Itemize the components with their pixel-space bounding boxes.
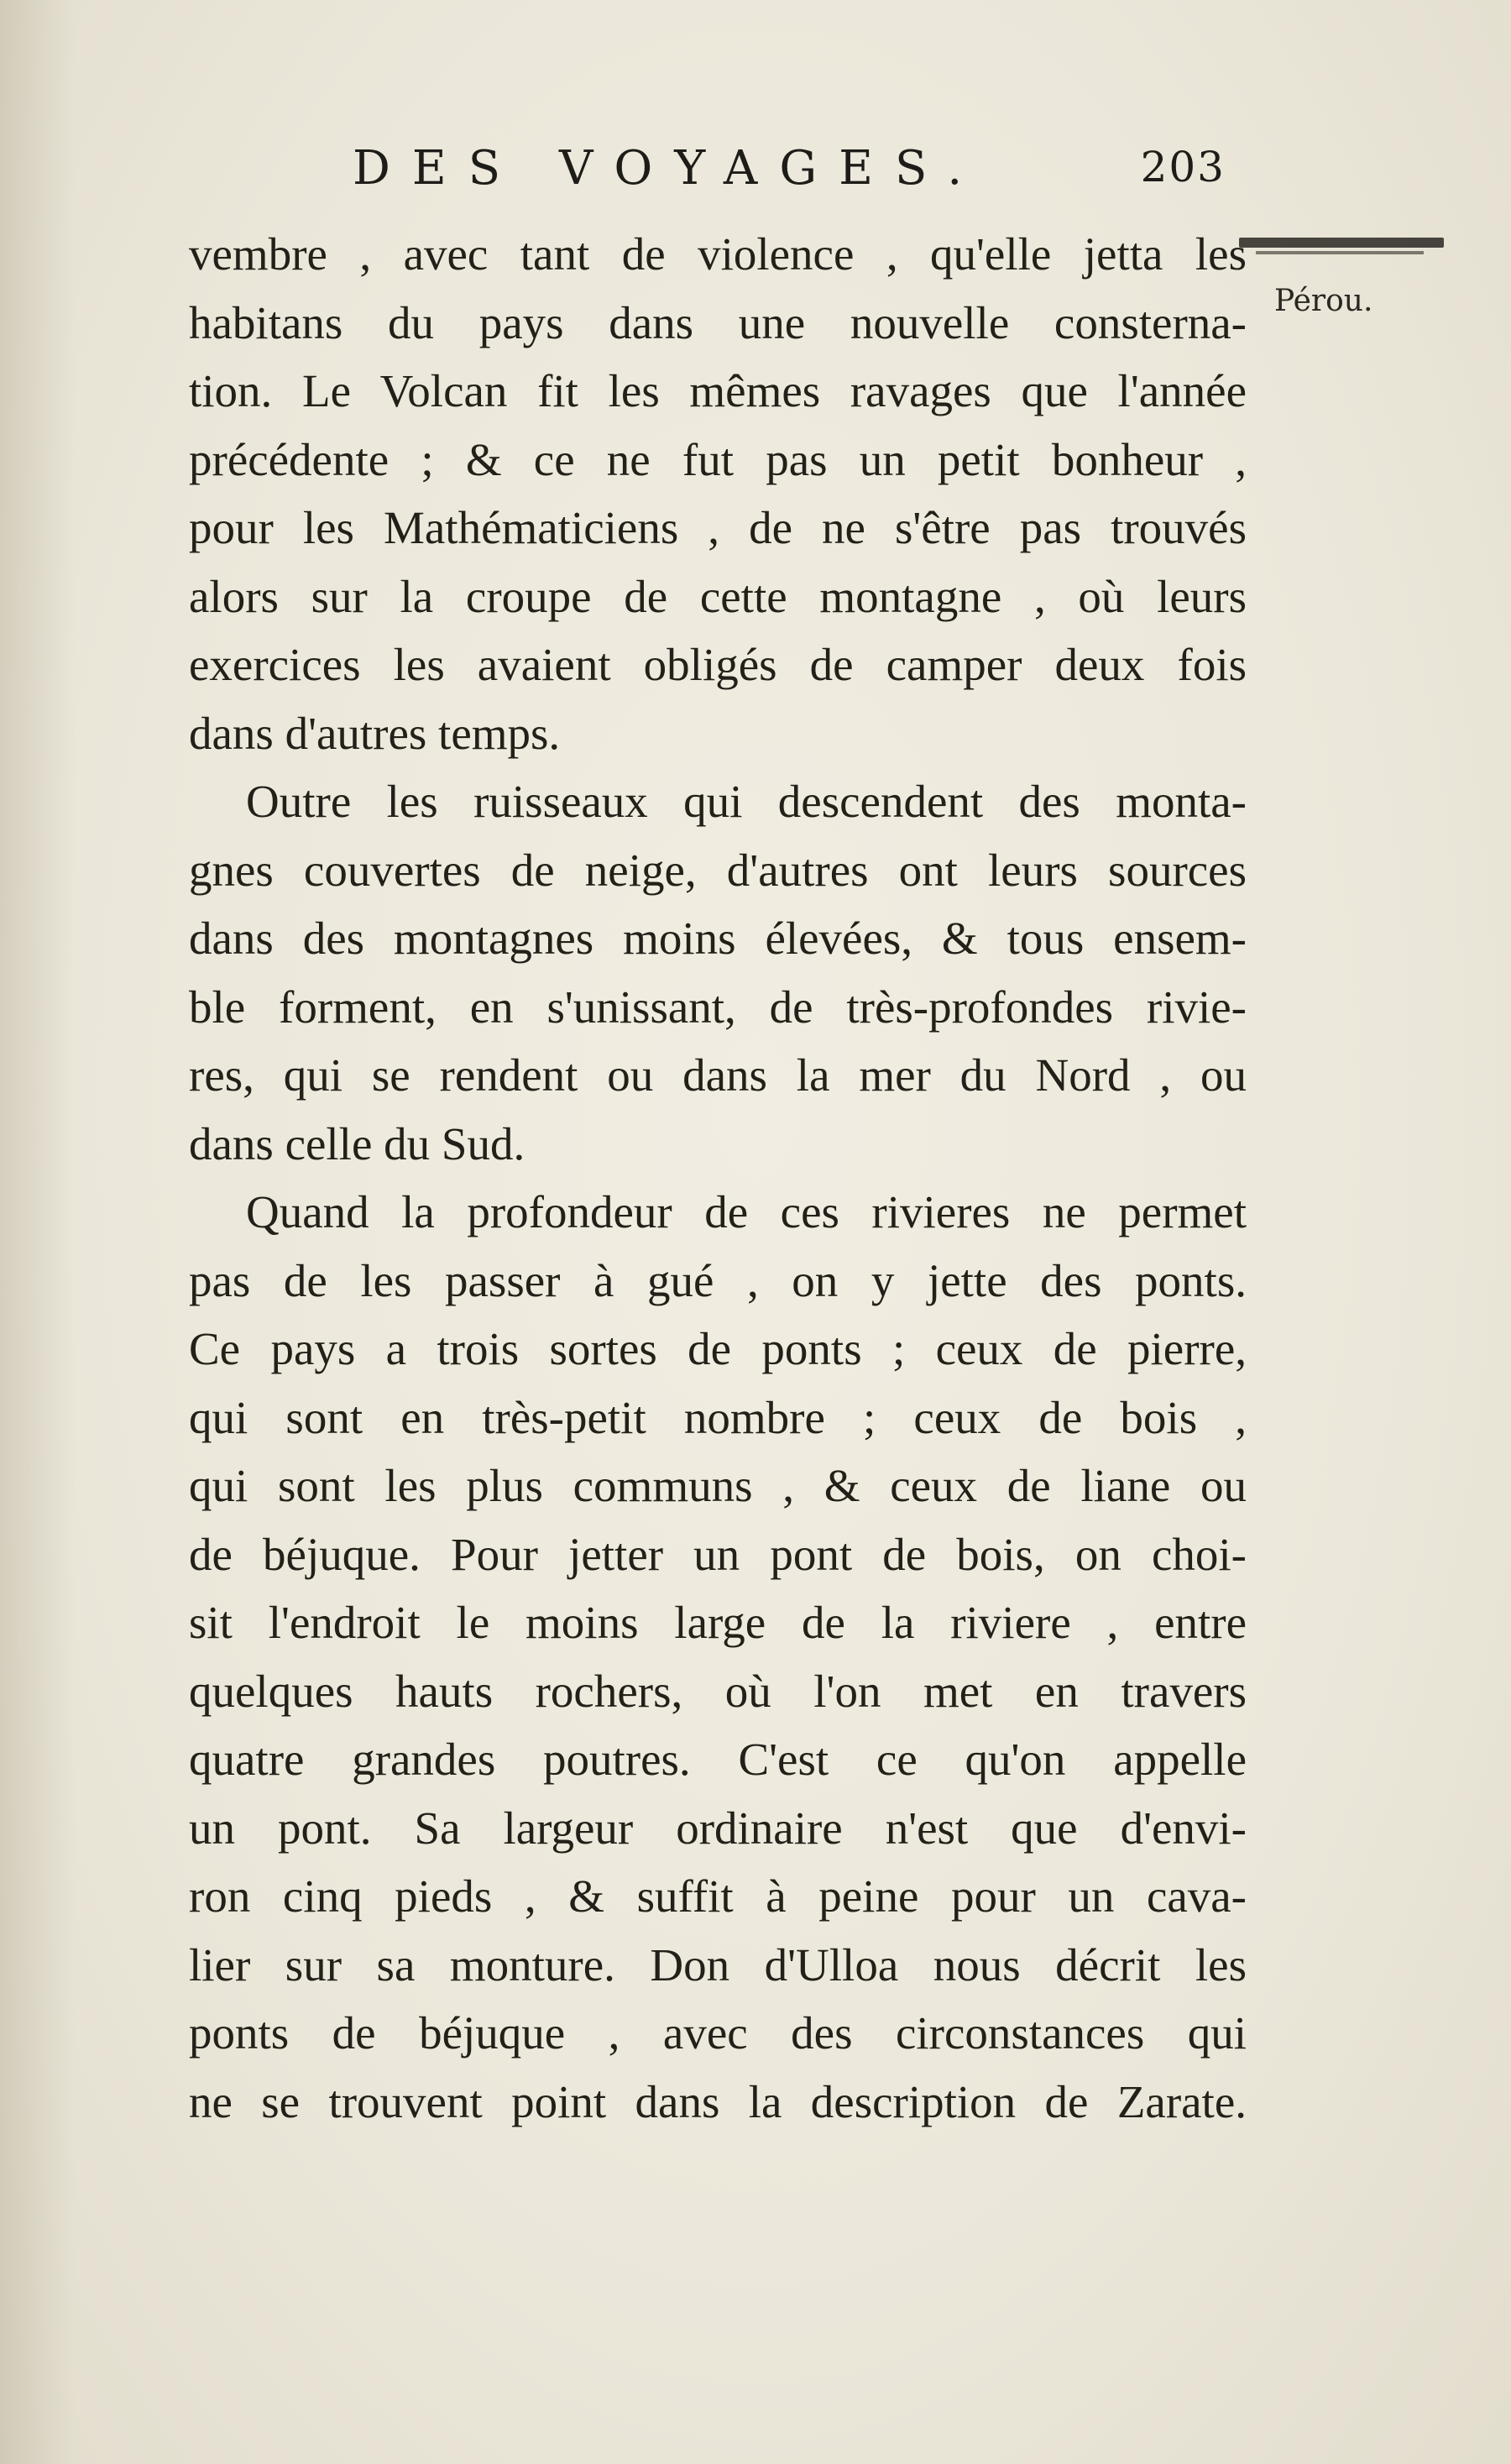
paragraph-2	[189, 767, 1247, 1178]
text-line: ponts de béjuque , avec des circonstances qui	[189, 2007, 1247, 2059]
text-line: qui sont en très-petit nombre ; ceux de bois ,	[189, 1391, 1247, 1443]
text-line: pour les Mathématiciens , de ne s'être pas trouvés	[189, 502, 1247, 553]
text-line: vembre , avec tant de violence , qu'elle jetta les	[189, 228, 1247, 280]
page-number: 203	[1140, 143, 1226, 191]
text-line: dans celle du Sud.	[189, 1117, 525, 1169]
text-line: exercices les avaient obligés de camper deux fois	[189, 639, 1247, 690]
text-line: dans des montagnes moins élevées, & tous ensem-	[189, 913, 1247, 964]
text-line: pas de les passer à gué , on y jette des ponts.	[189, 1254, 1247, 1306]
margin-note: Pérou.	[1274, 284, 1373, 318]
text-line: Outre les ruisseaux qui descendent des monta-	[246, 776, 1247, 827]
paragraph-3	[189, 1178, 1247, 2136]
running-head	[353, 141, 1226, 217]
text-line: lier sur sa monture. Don d'Ulloa nous décrit les	[189, 1938, 1247, 1991]
text-line: res, qui se rendent ou dans la mer du Nord , ou	[189, 1049, 1247, 1101]
margin-rule	[1239, 238, 1444, 248]
text-line: ron cinq pieds , & suffit à peine pour un cava-	[189, 1870, 1247, 1922]
body-text	[189, 220, 1247, 2136]
text-line: un pont. Sa largeur ordinaire n'est que d'envi-	[189, 1802, 1247, 1854]
text-line: quatre grandes poutres. C'est ce qu'on appelle	[189, 1734, 1247, 1785]
text-line: dans d'autres temps.	[189, 707, 561, 759]
text-line: ne se trouvent point dans la description de Zarate.	[189, 2075, 1247, 2127]
paragraph-1	[189, 220, 1247, 767]
text-line: Quand la profondeur de ces rivieres ne permet	[246, 1186, 1247, 1237]
text-line: habitans du pays dans une nouvelle consterna-	[189, 296, 1247, 348]
running-head-title: DES VOYAGES.	[353, 141, 985, 196]
text-line: alors sur la croupe de cette montagne , où leurs	[189, 570, 1247, 622]
text-line: qui sont les plus communs , & ceux de liane ou	[189, 1460, 1247, 1511]
text-line: tion. Le Volcan fit les mêmes ravages que l'année	[189, 365, 1247, 416]
text-line: Ce pays a trois sortes de ponts ; ceux de pierre,	[189, 1323, 1247, 1374]
text-line: quelques hauts rochers, où l'on met en travers	[189, 1665, 1247, 1717]
binding-shadow	[0, 0, 76, 2464]
text-line: sit l'endroit le moins large de la riviere , entre	[189, 1597, 1247, 1648]
text-line: gnes couvertes de neige, d'autres ont leurs sources	[189, 844, 1247, 896]
text-line: de béjuque. Pour jetter un pont de bois, on choi-	[189, 1528, 1247, 1580]
text-line: précédente ; & ce ne fut pas un petit bonheur ,	[189, 433, 1247, 485]
text-line: ble forment, en s'unissant, de très-profondes rivie-	[189, 981, 1247, 1033]
